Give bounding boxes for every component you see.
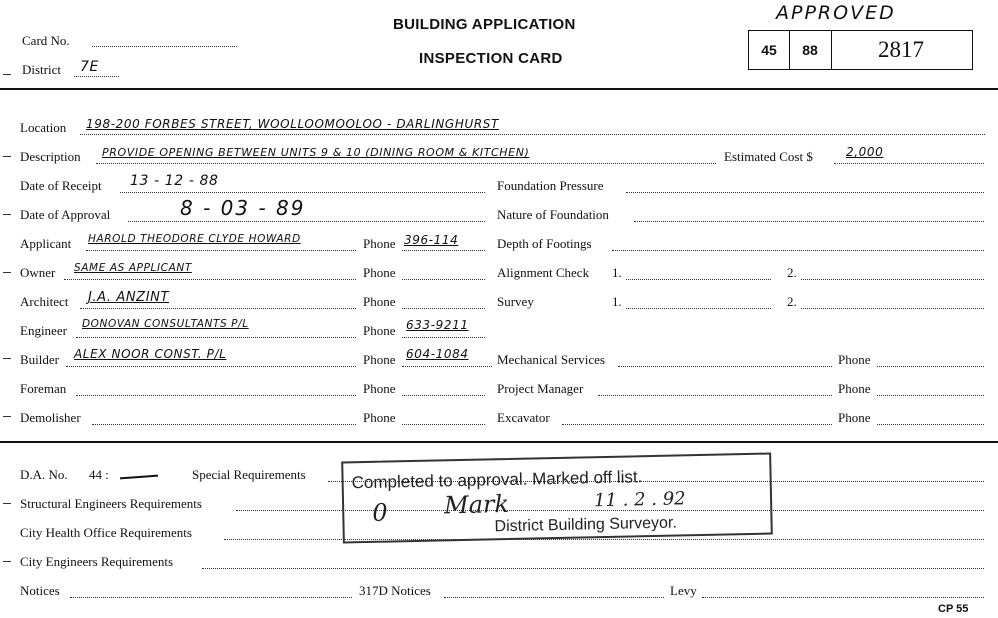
form-title-line2: INSPECTION CARD <box>419 50 563 67</box>
engineer-value: DONOVAN CONSULTANTS P/L <box>82 318 249 330</box>
owner-value: SAME AS APPLICANT <box>74 262 192 274</box>
estimated-cost-field <box>834 163 984 164</box>
health-requirements-label: City Health Office Requirements <box>20 525 192 540</box>
da-no-dash <box>120 475 158 480</box>
form-code: CP 55 <box>938 603 969 615</box>
section-divider <box>0 441 998 443</box>
description-label: Description <box>20 149 81 164</box>
da-no-value: 44 : <box>89 467 109 482</box>
city-engineers-field <box>202 568 984 569</box>
district-value: 7E <box>80 59 99 75</box>
engineer-phone-value: 633-9211 <box>406 318 469 332</box>
alignment-1-label: 1. <box>612 265 622 280</box>
margin-tick <box>3 214 11 215</box>
levy-label: Levy <box>670 583 697 598</box>
margin-tick <box>3 272 11 273</box>
project-manager-field <box>598 395 832 396</box>
nature-foundation-field <box>634 221 984 222</box>
architect-phone-label: Phone <box>363 294 396 309</box>
health-requirements-field <box>224 539 984 540</box>
description-value: PROVIDE OPENING BETWEEN UNITS 9 & 10 (DINING ROOM & KITCHEN) <box>102 146 530 159</box>
survey-label: Survey <box>497 294 534 309</box>
form-title-line1: BUILDING APPLICATION <box>393 16 576 33</box>
demolisher-label: Demolisher <box>20 410 81 425</box>
mechanical-services-field <box>618 366 832 367</box>
stamp-line1: Completed to approval. Marked off list. <box>351 467 643 493</box>
estimated-cost-label: Estimated Cost $ <box>724 149 813 164</box>
notices-317d-field <box>444 597 664 598</box>
city-engineers-label: City Engineers Requirements <box>20 554 174 569</box>
stamp-line3: District Building Surveyor. <box>494 514 678 536</box>
engineer-phone-field <box>402 337 485 338</box>
builder-field <box>66 366 356 367</box>
mechanical-phone-label: Phone <box>838 352 871 367</box>
da-no-label: D.A. No. <box>20 467 68 482</box>
estimated-cost-value: 2,000 <box>846 145 884 159</box>
architect-label: Architect <box>20 294 69 309</box>
margin-tick <box>3 358 11 359</box>
engineer-phone-label: Phone <box>363 323 396 338</box>
excavator-label: Excavator <box>497 410 550 425</box>
structural-requirements-label: Structural Engineers Requirements <box>20 496 202 511</box>
nature-foundation-label: Nature of Foundation <box>497 207 609 222</box>
date-approval-value: 8 - 03 - 89 <box>180 196 306 220</box>
applicant-phone-label: Phone <box>363 236 396 251</box>
builder-phone-label: Phone <box>363 352 396 367</box>
reference-box-number: 2817 <box>878 37 924 62</box>
reference-box-left: 45 <box>749 31 790 69</box>
survey-2-label: 2. <box>787 294 797 309</box>
alignment-check-label: Alignment Check <box>497 265 590 280</box>
demolisher-phone-label: Phone <box>363 410 396 425</box>
demolisher-phone-field <box>402 424 485 425</box>
reference-box-mid: 88 <box>789 31 832 69</box>
district-field <box>74 76 119 77</box>
foreman-phone-field <box>402 395 485 396</box>
margin-tick <box>3 561 11 562</box>
location-value: 198-200 FORBES STREET, WOOLLOOMOOLOO - DARLINGHURST <box>86 117 499 131</box>
foreman-field <box>76 395 356 396</box>
location-field <box>80 134 985 135</box>
date-receipt-field <box>120 192 485 193</box>
notices-field <box>70 597 352 598</box>
foreman-phone-label: Phone <box>363 381 396 396</box>
date-receipt-label: Date of Receipt <box>20 178 102 193</box>
stamp-hand-left: 0 <box>371 498 388 527</box>
date-receipt-value: 13 - 12 - 88 <box>130 173 219 189</box>
depth-footings-label: Depth of Footings <box>497 236 592 251</box>
survey-1-label: 1. <box>612 294 622 309</box>
project-manager-phone-field <box>877 395 984 396</box>
completion-stamp <box>341 453 773 544</box>
alignment-2-label: 2. <box>787 265 797 280</box>
owner-field <box>64 279 356 280</box>
engineer-field <box>76 337 356 338</box>
special-requirements-label: Special Requirements <box>192 467 306 482</box>
mechanical-phone-field <box>877 366 984 367</box>
applicant-field <box>86 250 356 251</box>
reference-number-box <box>748 30 973 70</box>
survey-2-field <box>801 308 984 309</box>
margin-tick <box>3 416 11 417</box>
notices-317d-label: 317D Notices <box>359 583 431 598</box>
excavator-phone-field <box>877 424 984 425</box>
card-no-field <box>92 46 237 47</box>
description-field <box>96 163 716 164</box>
district-label: District <box>22 62 61 77</box>
applicant-label: Applicant <box>20 236 72 251</box>
foreman-label: Foreman <box>20 381 67 396</box>
date-approval-label: Date of Approval <box>20 207 111 222</box>
engineer-label: Engineer <box>20 323 67 338</box>
builder-phone-value: 604-1084 <box>406 347 469 361</box>
project-manager-phone-label: Phone <box>838 381 871 396</box>
applicant-value: HAROLD THEODORE CLYDE HOWARD <box>88 233 301 245</box>
builder-label: Builder <box>20 352 59 367</box>
alignment-2-field <box>801 279 984 280</box>
approved-stamp: APPROVED <box>776 2 896 24</box>
card-no-label: Card No. <box>22 33 70 48</box>
stamp-signature: Mark <box>443 490 510 520</box>
date-approval-field <box>128 221 485 222</box>
builder-phone-field <box>402 366 492 367</box>
notices-label: Notices <box>20 583 60 598</box>
depth-footings-field <box>612 250 984 251</box>
owner-phone-field <box>402 279 485 280</box>
location-label: Location <box>20 120 67 135</box>
project-manager-label: Project Manager <box>497 381 584 396</box>
demolisher-field <box>92 424 356 425</box>
margin-tick <box>3 503 11 504</box>
applicant-phone-value: 396-114 <box>404 233 459 247</box>
excavator-field <box>562 424 832 425</box>
foundation-pressure-field <box>626 192 984 193</box>
applicant-phone-field <box>402 250 485 251</box>
survey-1-field <box>626 308 771 309</box>
header-divider <box>0 88 998 90</box>
owner-phone-label: Phone <box>363 265 396 280</box>
builder-value: ALEX NOOR CONST. P/L <box>74 347 227 361</box>
architect-field <box>80 308 356 309</box>
alignment-1-field <box>626 279 771 280</box>
mechanical-services-label: Mechanical Services <box>497 352 605 367</box>
margin-tick <box>3 74 11 75</box>
excavator-phone-label: Phone <box>838 410 871 425</box>
foundation-pressure-label: Foundation Pressure <box>497 178 604 193</box>
architect-value: J.A. ANZINT <box>88 290 169 305</box>
architect-phone-field <box>402 308 485 309</box>
owner-label: Owner <box>20 265 56 280</box>
levy-field <box>702 597 984 598</box>
stamp-hand-date: 11 . 2 . 92 <box>593 488 686 512</box>
margin-tick <box>3 156 11 157</box>
